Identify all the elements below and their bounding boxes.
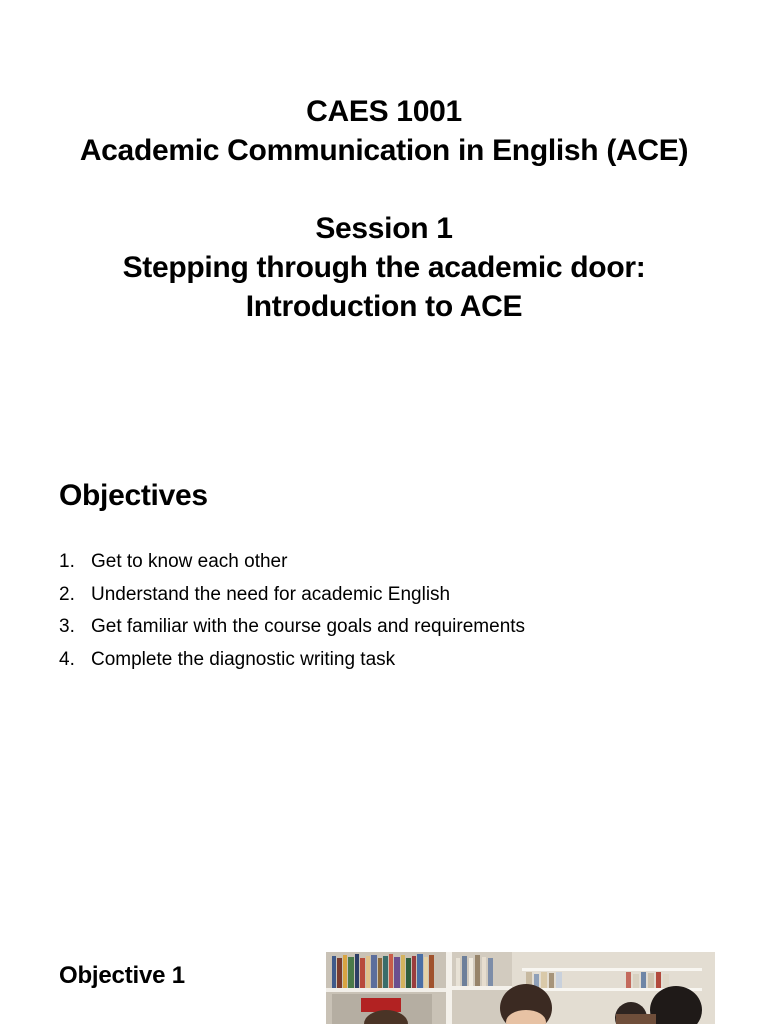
list-item xyxy=(59,611,525,644)
title-block xyxy=(0,92,768,326)
objectives-list xyxy=(59,546,525,676)
session-label: Session 1 xyxy=(315,212,453,245)
objectives-heading: Objectives xyxy=(59,479,208,512)
list-item-text: Get familiar with the course goals and requirements xyxy=(91,616,526,637)
list-item xyxy=(59,546,525,579)
course-name: Academic Communication in English (ACE) xyxy=(79,134,689,167)
list-item xyxy=(59,579,525,612)
library-students-photo xyxy=(326,952,715,1024)
list-item-text: Understand the need for academic English xyxy=(91,583,451,605)
library-photo-illustration xyxy=(326,952,715,1024)
course-code: CAES 1001 xyxy=(306,95,462,128)
list-item xyxy=(59,644,525,677)
objective-1-heading: Objective 1 xyxy=(59,962,185,989)
session-title-line-2: Introduction to ACE xyxy=(245,290,523,323)
list-item-text: Get to know each other xyxy=(91,551,288,572)
list-item-number: 1. xyxy=(59,551,75,572)
list-item-number: 3. xyxy=(59,616,75,637)
list-item-number: 4. xyxy=(59,648,75,670)
list-item-number: 2. xyxy=(59,583,75,605)
list-item-text: Complete the diagnostic writing task xyxy=(91,648,396,670)
title-spacer xyxy=(0,170,768,209)
session-title-line-1: Stepping through the academic door: xyxy=(122,251,646,284)
